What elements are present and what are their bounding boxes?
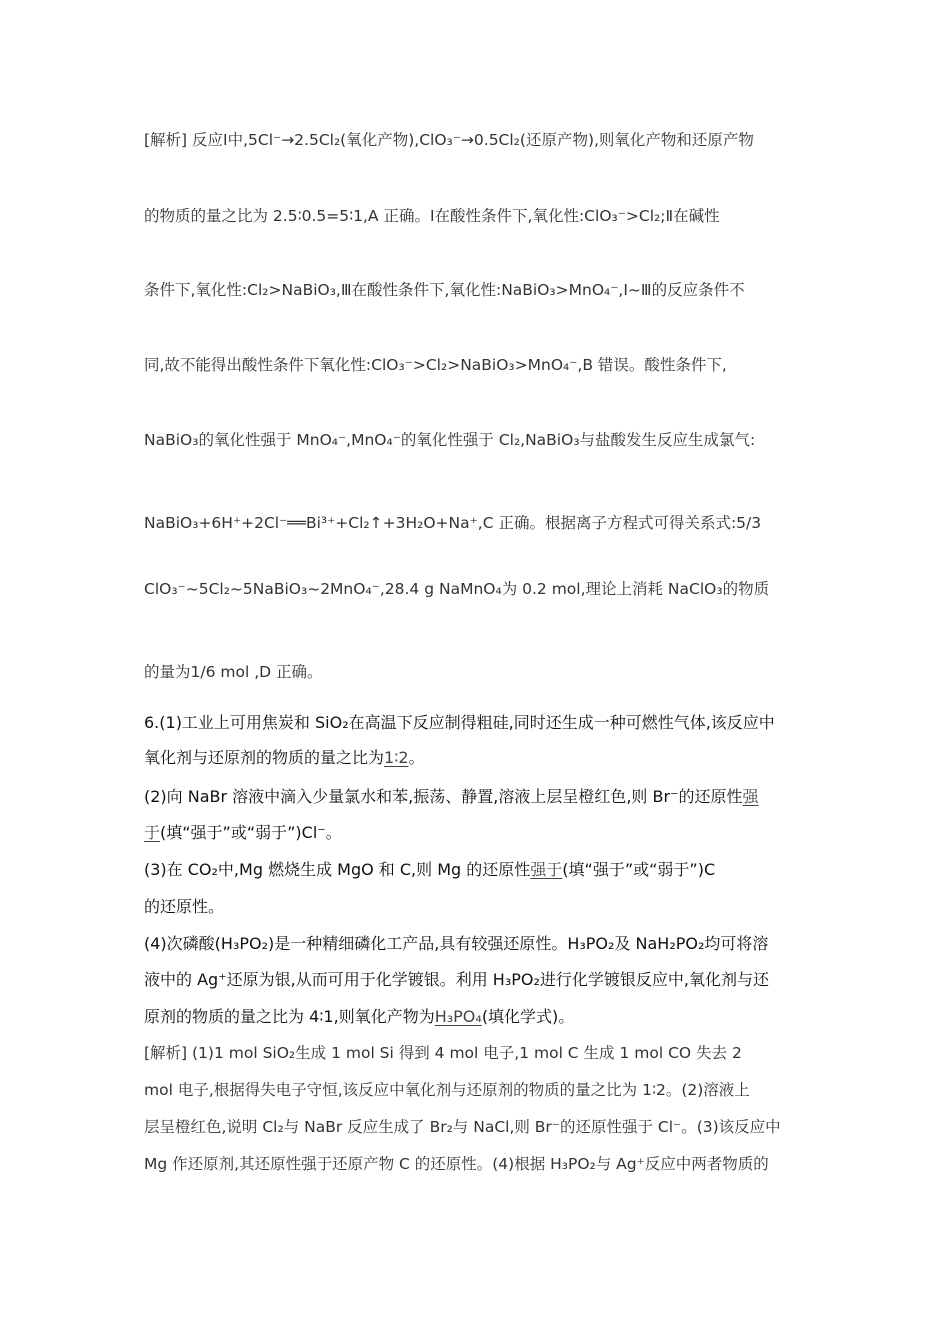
q6-part1-end: 。 [408, 748, 425, 767]
analysis1-line-1: [解析] 反应Ⅰ中,5Cl⁻→2.5Cl₂(氧化产物),ClO₃⁻→0.5Cl₂(还原产物),则氧化产物和还原产物 [144, 131, 754, 149]
q6-part2-answer-a: 强 [742, 787, 759, 806]
q6-part3-end: (填“强于”或“弱于”)C [562, 860, 716, 879]
q6-part4-end: (填化学式)。 [481, 1007, 575, 1026]
q6-part4-line-3 [144, 1004, 810, 1027]
q6-part3-answer: 强于 [530, 860, 563, 879]
analysis1-line-7: ClO₃⁻~5Cl₂~5NaBiO₃~2MnO₄⁻,28.4 g NaMnO₄为 0.2 mol,理论上消耗 NaClO₃的物质 [144, 580, 770, 598]
analysis1-line-6: NaBiO₃+6H⁺+2Cl⁻══Bi³⁺+Cl₂↑+3H₂O+Na⁺,C 正确。根据离子方程式可得关系式:5/3 [144, 514, 762, 532]
q6-part2-answer-b: 于 [144, 823, 161, 842]
analysis2-line-3: 层呈橙红色,说明 Cl₂与 NaBr 反应生成了 Br₂与 NaCl,则 Br⁻的还原性强于 Cl⁻。(3)该反应中 [144, 1118, 781, 1136]
q6-part1-text: 氧化剂与还原剂的物质的量之比为 [144, 748, 385, 767]
analysis1-line-3: 条件下,氧化性:Cl₂>NaBiO₃,Ⅲ在酸性条件下,氧化性:NaBiO₃>MnO₄⁻,Ⅰ~Ⅲ的反应条件不 [144, 281, 745, 299]
analysis2-line-2: mol 电子,根据得失电子守恒,该反应中氧化剂与还原剂的物质的量之比为 1∶2。(2)溶液上 [144, 1081, 750, 1099]
q6-part4-line-1: (4)次磷酸(H₃PO₂)是一种精细磷化工产品,具有较强还原性。H₃PO₂及 NaH₂PO₂均可将溶 [144, 934, 769, 953]
q6-part2-line-1 [144, 784, 810, 807]
analysis1-line-4: 同,故不能得出酸性条件下氧化性:ClO₃⁻>Cl₂>NaBiO₃>MnO₄⁻,B 错误。酸性条件下, [144, 356, 727, 374]
q6-part4-line-2: 液中的 Ag⁺还原为银,从而可用于化学镀银。利用 H₃PO₂进行化学镀银反应中,氧化剂与还 [144, 970, 769, 989]
analysis2-line-1: [解析] (1)1 mol SiO₂生成 1 mol Si 得到 4 mol 电子,1 mol C 生成 1 mol CO 失去 2 [144, 1044, 742, 1062]
q6-part2-line-2 [144, 820, 810, 843]
q6-part2-text: (2)向 NaBr 溶液中滴入少量氯水和苯,振荡、静置,溶液上层呈橙红色,则 Br⁻的还原性 [144, 787, 743, 806]
q6-part3-text: (3)在 CO₂中,Mg 燃烧生成 MgO 和 C,则 Mg 的还原性 [144, 860, 531, 879]
q6-part3-line-1 [144, 857, 810, 880]
q6-part1-answer: 1∶2 [384, 748, 409, 767]
q6-part1-line-2 [144, 745, 810, 768]
analysis1-line-5: NaBiO₃的氧化性强于 MnO₄⁻,MnO₄⁻的氧化性强于 Cl₂,NaBiO₃与盐酸发生反应生成氯气: [144, 431, 756, 449]
q6-part4-text: 原剂的物质的量之比为 4∶1,则氧化产物为 [144, 1007, 435, 1026]
q6-part4-answer: H₃PO₄ [434, 1007, 482, 1026]
analysis2-line-4: Mg 作还原剂,其还原性强于还原产物 C 的还原性。(4)根据 H₃PO₂与 Ag⁺反应中两者物质的 [144, 1155, 769, 1173]
q6-part3-line-2: 的还原性。 [144, 897, 225, 916]
analysis1-line-2: 的物质的量之比为 2.5∶0.5=5∶1,A 正确。Ⅰ在酸性条件下,氧化性:ClO₃⁻>Cl₂;Ⅱ在碱性 [144, 207, 720, 225]
q6-part1-line-1: 6.(1)工业上可用焦炭和 SiO₂在高温下反应制得粗硅,同时还生成一种可燃性气体,该反应中 [144, 713, 775, 732]
analysis1-line-8: 的量为1/6 mol ,D 正确。 [144, 663, 323, 681]
q6-part2-end: (填“强于”或“弱于”)Cl⁻。 [160, 823, 342, 842]
